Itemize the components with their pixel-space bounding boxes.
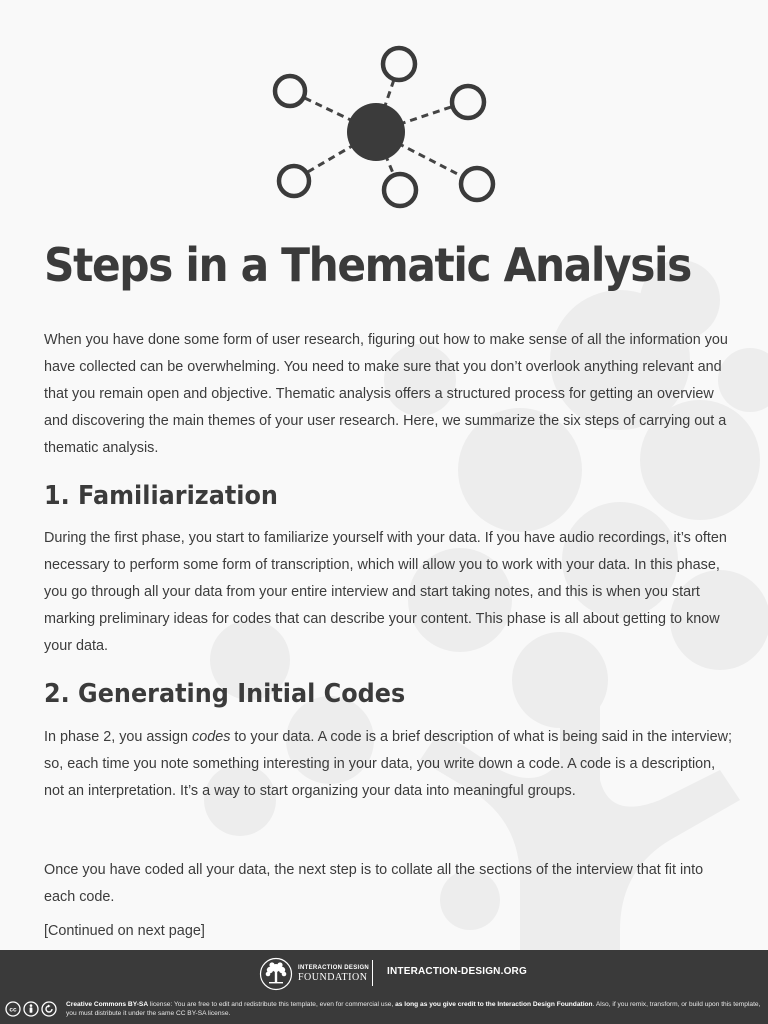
- codes-emphasis: codes: [192, 729, 231, 746]
- cc-license-icons: [4, 1001, 62, 1017]
- license-text: [66, 1000, 762, 1018]
- initial-codes-paragraph: [44, 724, 734, 805]
- initial-codes-text-end: to your data. A code is a brief description of what is being said in the interview; so, each time you note something interesting in your data, you write down a code. A code is a description, not an interpretation. It’s a way to start organizing your data into meaningful groups.: [44, 729, 732, 800]
- section-heading-familiarization: 1. Familiarization: [44, 481, 278, 511]
- license-name: Creative Commons BY-SA: [66, 1001, 149, 1008]
- network-hub-icon: [262, 38, 502, 218]
- collate-paragraph: Once you have coded all your data, the next step is to collate all the sections of the interview that fit into each code.: [44, 862, 704, 906]
- svg-text:cc: cc: [9, 1006, 17, 1014]
- share-alike-icon: [42, 1002, 56, 1016]
- license-text-part1: license: You are free to edit and redistribute this template, even for commercial use,: [148, 1001, 396, 1008]
- creative-commons-icon: [6, 1002, 20, 1016]
- initial-codes-text-start: In phase 2, you assign: [44, 729, 193, 746]
- footer-divider: [372, 960, 373, 986]
- footer-bar: [0, 950, 768, 996]
- intro-paragraph: When you have done some form of user research, figuring out how to make sense of all the information you have collected can be overwhelming. You need to make sure that you don’t overlook anything relevant and that you remain open and objective. Thematic analysis offers a structured process for getting an overview and discovering the main themes of your user research. Here, we summarize the six steps of carrying out a thematic analysis.: [44, 332, 728, 457]
- license-credit: as long as you give credit to the Interaction Design Foundation: [395, 1001, 593, 1008]
- website-link[interactable]: INTERACTION-DESIGN.ORG: [387, 966, 527, 977]
- license-text-part2: . Also, if you remix, transform, or build upon this template, you must distribute it under the same CC BY-SA license.: [66, 1001, 761, 1017]
- attribution-icon: [24, 1002, 38, 1016]
- continued-note: [Continued on next page]: [44, 923, 205, 940]
- foundation-logo-bottom: FOUNDATION: [298, 972, 368, 983]
- page-title: Steps in a Thematic Analysis: [44, 238, 691, 292]
- license-bar: [0, 996, 768, 1024]
- tree-logo-icon: [259, 957, 293, 991]
- familiarization-paragraph: During the first phase, you start to familiarize yourself with your data. If you have audio recordings, it’s often necessary to perform some form of transcription, which will allow you to work with your data. In this phase, you go through all your data from your entire interview and start taking notes, and this is when you start marking preliminary ideas for codes that can describe your content. This phase is all about getting to know your data.: [44, 530, 727, 655]
- section-heading-initial-codes: 2. Generating Initial Codes: [44, 679, 406, 709]
- foundation-logo-top: INTERACTION DESIGN: [298, 965, 370, 971]
